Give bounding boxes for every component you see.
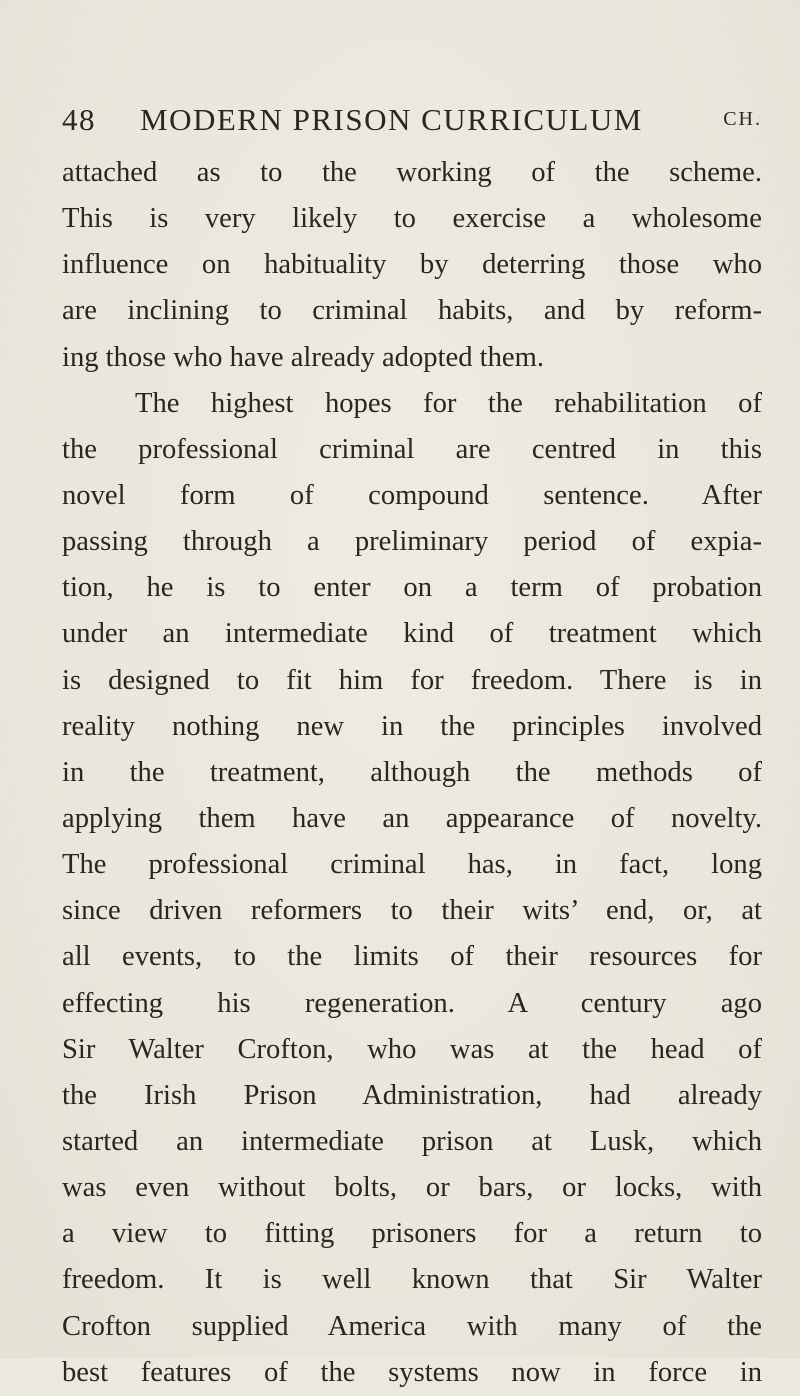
text-line: a view to fitting prisoners for a return to [62, 1218, 762, 1250]
text-line: tion, he is to enter on a term of probation [62, 572, 762, 604]
text-line: ing those who have already adopted them. [62, 341, 544, 373]
text-line: effecting his regeneration. A century ago [62, 987, 762, 1019]
text-line: is designed to fit him for freedom. There is in [62, 664, 762, 696]
text-line: started an intermediate prison at Lusk, which [62, 1125, 762, 1157]
chapter-abbreviation: CH. [723, 108, 762, 130]
text-line: the Irish Prison Administration, had already [62, 1079, 762, 1111]
body-text [62, 150, 762, 1396]
text-line: reality nothing new in the principles involved [62, 710, 762, 742]
text-line: all events, to the limits of their resources for [62, 941, 762, 973]
text-line: since driven reformers to their wits’ end, or, at [62, 895, 762, 927]
text-line: novel form of compound sentence. After [62, 479, 762, 511]
text-line: influence on habituality by deterring those who [62, 249, 762, 281]
text-line: applying them have an appearance of novelty. [62, 802, 762, 834]
running-header [62, 102, 762, 146]
text-line: best features of the systems now in force in [62, 1356, 762, 1388]
text-line: Sir Walter Crofton, who was at the head of [62, 1033, 762, 1065]
text-line: The highest hopes for the rehabilitation of [135, 387, 762, 419]
text-line: in the treatment, although the methods of [62, 756, 762, 788]
text-line: the professional criminal are centred in this [62, 433, 762, 465]
text-line: Crofton supplied America with many of the [62, 1310, 762, 1342]
text-line: passing through a preliminary period of expia- [62, 526, 762, 558]
text-line: attached as to the working of the scheme. [62, 157, 762, 188]
page-number: 48 [62, 102, 96, 137]
text-line: The professional criminal has, in fact, long [62, 849, 762, 881]
text-line: freedom. It is well known that Sir Walter [62, 1264, 762, 1296]
text-line: This is very likely to exercise a wholesome [62, 203, 762, 235]
running-title: MODERN PRISON CURRICULUM [140, 102, 643, 137]
text-line: are inclining to criminal habits, and by reform- [62, 295, 762, 327]
text-line: under an intermediate kind of treatment which [62, 618, 762, 650]
text-line: was even without bolts, or bars, or locks, with [62, 1172, 762, 1204]
